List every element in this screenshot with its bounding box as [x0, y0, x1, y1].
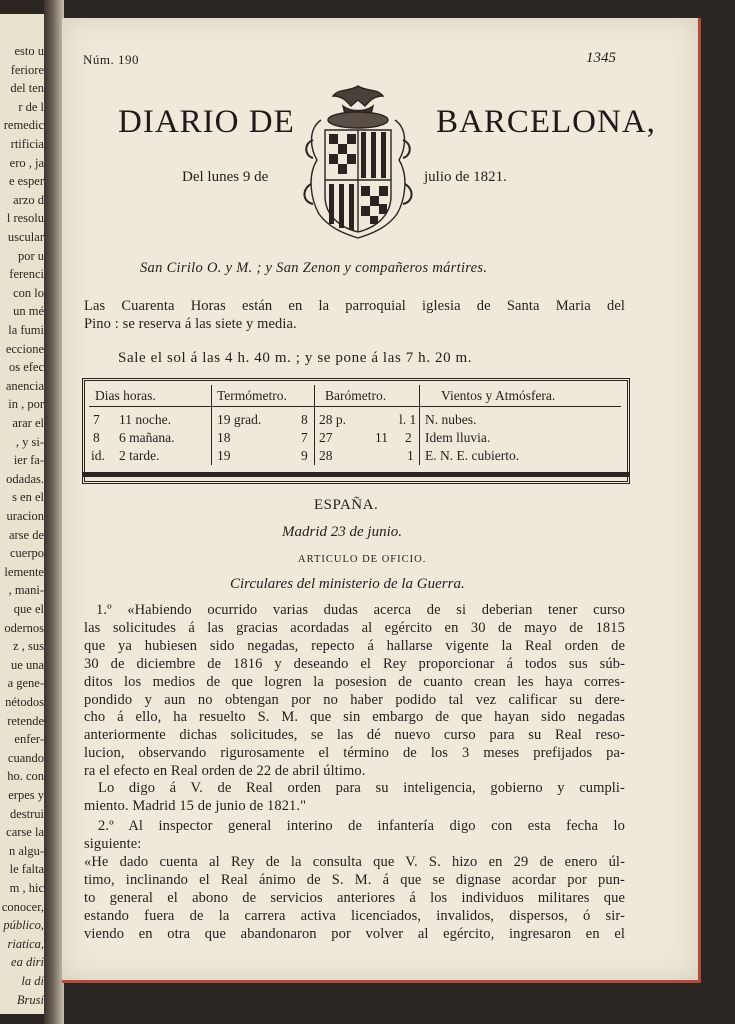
weather-row-2-thermo-frac: 7 — [301, 430, 308, 445]
left-page-fragment: ue una — [11, 657, 44, 672]
left-page-fragment: odernos — [4, 620, 44, 635]
weather-row-2-hour: 6 mañana. — [119, 430, 175, 445]
left-page-fragment: erpes y — [8, 788, 44, 802]
body-line: «He dado cuenta al Rey de la consulta que V. S. hizo en 29 de enero úl- — [84, 854, 625, 870]
left-page-fragment: odadas. — [6, 471, 44, 486]
weather-header-thermometer: Termómetro. — [217, 388, 287, 403]
left-page-fragment: l resolu — [6, 211, 44, 226]
left-page-fragment: le falta — [9, 862, 44, 877]
body-line: pondido y aun no obtengan por no haber podido tal vez calificar su dere- — [84, 691, 625, 708]
body-line: que ya hubiesen sido negadas, repecto á hallarse vigente la Real orden de — [84, 637, 625, 654]
left-page-fragment: un mé — [13, 304, 44, 319]
left-page-fragment: ferenci — [9, 267, 44, 282]
left-page-fragment: z , sus — [13, 639, 44, 654]
body-line: anteriormente dichas solicitudes, se las dé nuevo curso para su Real reso- — [84, 727, 625, 744]
left-page-fragment: cuerpo — [9, 546, 44, 561]
body-line: miento. Madrid 15 de junio de 1821." — [84, 797, 307, 814]
left-page-fragment: enfer- — [14, 732, 44, 747]
weather-row-3-hour: 2 tarde. — [119, 448, 160, 463]
weather-row-2-baro-frac: 2 — [405, 430, 412, 445]
forty-hours-line-1: Las Cuarenta Horas están en la parroquial iglesia de Santa Maria del — [84, 298, 625, 314]
left-page-fragment: eccione — [5, 341, 44, 356]
masthead-right: BARCELONA, — [436, 104, 656, 140]
page-number: 1345 — [586, 50, 616, 66]
weather-row-1-baro: 28 p. — [319, 412, 346, 427]
left-page-fragment: público, — [3, 918, 44, 933]
weather-row-3-baro-frac: 1 — [407, 448, 414, 463]
body-line: timo, inclinando el Real ánimo de S. M. á que se dignase acordar por pun- — [84, 871, 625, 888]
weather-row-3-baro: 28 — [319, 448, 333, 463]
body-line: 1.º «Habiendo ocurrido varias dudas acerca de si deberian tener curso — [96, 602, 625, 618]
left-page-fragment: cuando — [7, 750, 44, 765]
article-label: ARTICULO DE OFICIO. — [298, 554, 427, 565]
body-line: lucion, observando rigurosamente el término de los 3 meses prefijados pa- — [84, 745, 625, 762]
left-page-fragment: destrui — [9, 806, 44, 821]
left-page-fragment: conocer, — [1, 899, 44, 914]
book-gutter — [44, 0, 64, 1024]
body-line: estando fuera de la carrera activa licenciados, invalidos, dispersos, ó sir- — [84, 907, 625, 924]
left-page-fragment: , mani- — [8, 583, 44, 598]
weather-header-barometer: Barómetro. — [325, 388, 387, 403]
body-line: siguiente: — [84, 835, 142, 852]
barcelona-coat-of-arms — [299, 80, 417, 242]
left-page-fragment: arse de — [8, 527, 44, 542]
issue-number: Núm. 190 — [83, 52, 139, 67]
newspaper-page — [62, 18, 701, 983]
weather-row-2-baro-mid: 11 — [375, 430, 388, 445]
section-heading: ESPAÑA. — [314, 497, 379, 513]
left-page-fragment: n algu- — [8, 843, 44, 858]
left-page-fragment: ier fa- — [13, 453, 44, 468]
left-page-fragment: arar el — [12, 416, 44, 430]
left-page-fragment: rtificia — [10, 137, 44, 151]
weather-header-days: Dias horas. — [95, 388, 156, 403]
body-line: viendo en otra que abandonaron por volver al egército, ingresaron en el — [84, 925, 625, 942]
left-page-fragment: retende — [7, 713, 44, 728]
weather-row-1-day: 7 — [93, 412, 100, 427]
body-line: to general el abono de servicios anteriores á los individuos militares que — [84, 889, 625, 906]
weather-row-3-thermo-frac: 9 — [301, 448, 308, 463]
left-page-fragment: ea diri — [11, 955, 44, 970]
left-page-fragment: remedic — [3, 118, 44, 133]
body-line: 30 de diciembre de 1816 y deseando el Rey proporcionar á todos sus súb- — [84, 655, 625, 672]
weather-row-3-wind: E. N. E. cubierto. — [425, 448, 520, 463]
left-page-fragment: del ten — [10, 81, 44, 96]
left-page-fragment: uscular — [7, 230, 44, 244]
sunrise-sunset: Sale el sol á las 4 h. 40 m. ; y se pone á las 7 h. 20 m. — [118, 350, 473, 366]
weather-header-wind: Vientos y Atmósfera. — [441, 388, 556, 403]
weather-row-1-thermo: 19 grad. — [217, 412, 262, 427]
left-page-fragment: la fumi — [8, 323, 44, 337]
left-page-fragment: anencia — [5, 378, 44, 393]
forty-hours-line-2: Pino : se reserva á las siete y media. — [84, 316, 297, 332]
weather-row-3-day: id. — [91, 448, 105, 463]
body-line: Lo digo á V. de Real orden para su inteligencia, gobierno y cumpli- — [98, 780, 625, 796]
weather-row-3-thermo: 19 — [217, 448, 231, 463]
left-page-fragment: m , hic — [9, 881, 44, 895]
left-page-fragment: ero , ja — [9, 155, 44, 170]
weather-row-1-thermo-frac: 8 — [301, 412, 308, 427]
left-page-fragment: carse la — [6, 825, 44, 840]
body-line: 2.º Al inspector general interino de infantería digo con esta fecha lo — [98, 818, 625, 834]
left-page-fragment: , y si- — [15, 434, 44, 449]
left-page-fragment: s en el — [12, 490, 44, 505]
left-page-fragment: e esper — [8, 174, 44, 189]
body-line: cho á ello, ha resuelto S. M. que sin embargo de que hayan sido negadas — [84, 709, 625, 726]
saints-of-the-day: San Cirilo O. y M. ; y San Zenon y compañeros mártires. — [140, 260, 488, 276]
weather-table — [82, 378, 630, 484]
masthead-left: DIARIO DE — [118, 104, 295, 140]
left-page-fragment: lemente — [4, 564, 44, 579]
left-page-edge — [0, 14, 46, 1014]
left-page-fragment: esto u — [14, 44, 44, 58]
left-page-fragment: in , por — [8, 397, 44, 412]
weather-row-2-thermo: 18 — [217, 430, 231, 445]
body-line: ditos los medios de que logren la posesion de cuanto crean les haya corres- — [84, 673, 625, 690]
left-page-fragment: riatica, — [7, 936, 44, 951]
date-right: julio de 1821. — [424, 169, 507, 185]
body-line: las solicitudes á las gracias acordadas al egército en 30 de mayo de 1815 — [84, 619, 625, 636]
weather-row-1-wind: N. nubes. — [425, 412, 477, 427]
left-page-fragment: ho. con — [7, 769, 44, 784]
weather-row-1-hour: 11 noche. — [119, 412, 171, 427]
left-page-fragment: r de l — [18, 99, 44, 114]
left-page-fragment: os efec — [8, 360, 44, 375]
body-line: ra el efecto en Real orden de 22 de abril último. — [84, 763, 366, 780]
left-page-fragment: por u — [17, 248, 44, 263]
left-page-fragment: arzo d — [13, 192, 44, 207]
left-page-fragment: la di — [21, 974, 44, 988]
weather-row-2-baro: 27 — [319, 430, 333, 445]
left-page-fragment: feriore — [10, 62, 44, 77]
left-page-fragment: a gene- — [7, 676, 44, 691]
date-left: Del lunes 9 de — [182, 169, 269, 185]
weather-row-2-day: 8 — [93, 430, 100, 445]
left-page-fragment: con lo — [13, 285, 44, 300]
left-page-fragment: que el — [13, 602, 44, 616]
left-page-fragment: uracion — [6, 509, 44, 523]
dateline: Madrid 23 de junio. — [282, 524, 402, 540]
circular-title: Circulares del ministerio de la Guerra. — [230, 576, 465, 592]
left-page-fragment: nétodos — [5, 695, 44, 709]
left-page-fragment: Brusi — [16, 992, 44, 1007]
weather-row-1-baro-frac: l. 1 — [399, 412, 417, 427]
weather-row-2-wind: Idem lluvia. — [425, 430, 491, 445]
